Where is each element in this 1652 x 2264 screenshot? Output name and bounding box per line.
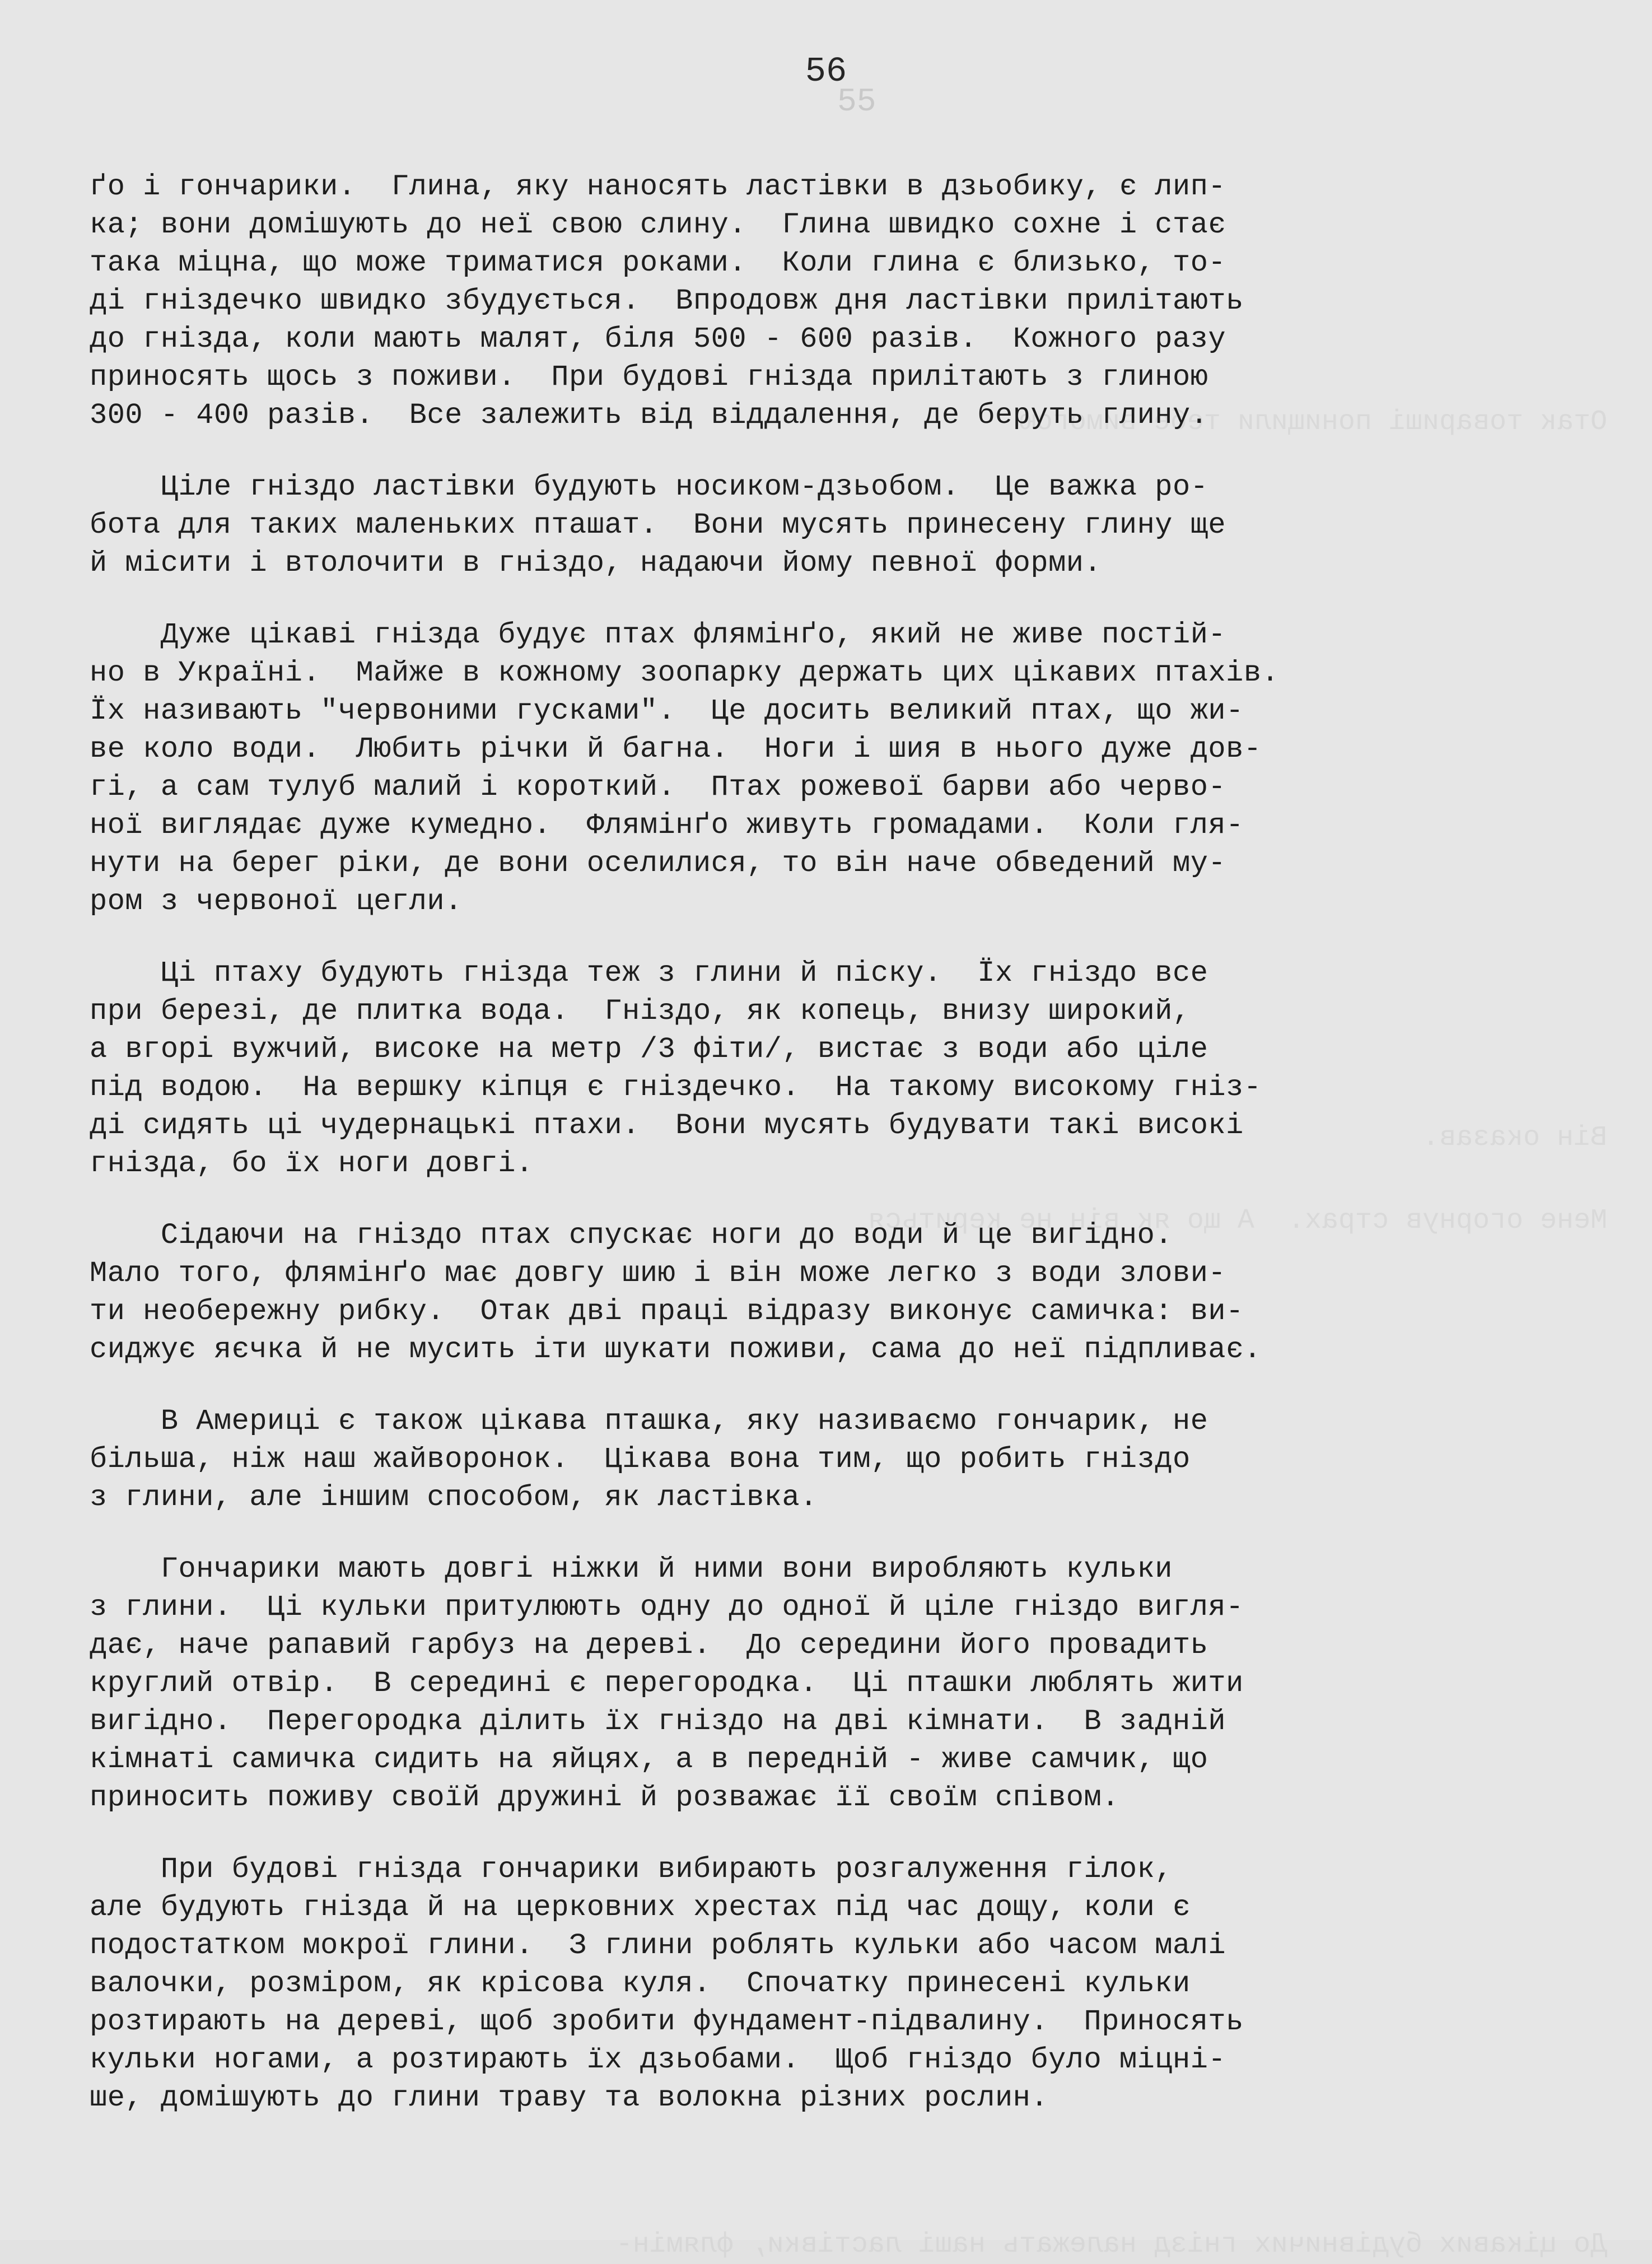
text-line: круглий отвір. В середині є перегородка. Ці пташки люблять жити [90, 1667, 1244, 1700]
paragraph-flamingo [90, 616, 1590, 921]
paragraph-flamingo-fishing [90, 1217, 1590, 1369]
text-line: при березі, де плитка вода. Гніздо, як копець, внизу широкий, [90, 995, 1191, 1028]
text-line: 300 - 400 разів. Все залежить від віддалення, де беруть глину. [90, 399, 1208, 432]
text-line: з глини. Ці кульки притулюють одну до одної й ціле гніздо вигля- [90, 1591, 1244, 1624]
text-line: така міцна, що може триматися роками. Коли глина є близько, то- [90, 246, 1226, 279]
text-line: ром з червоної цегли. [90, 885, 463, 918]
page-number: 56 [805, 52, 847, 91]
text-line: гі, а сам тулуб малий і короткий. Птах рожевої барви або черво- [90, 771, 1226, 804]
bleed-through-line: Він оказав. [1422, 1122, 1607, 1154]
text-line: Мало того, флямінґо має довгу шию і він може легко з води злови- [90, 1257, 1226, 1290]
bleed-through-line: Отак товариші понищили тебе вимогою [1019, 406, 1607, 438]
text-line: розтирають на дереві, щоб зробити фундамент-підвалину. Приносять [90, 2005, 1244, 2038]
text-line: Дуже цікаві гнізда будує птах флямінґо, який не живе постій- [90, 618, 1226, 651]
text-line: Сідаючи на гніздо птах спускає ноги до води й це вигідно. [90, 1219, 1173, 1252]
text-line: гнізда, бо їх ноги довгі. [90, 1147, 534, 1180]
text-line: приносять щось з поживи. При будові гнізда прилітають з глиною [90, 361, 1208, 394]
text-line: дає, наче рапавий гарбуз на дереві. До середини його провадить [90, 1629, 1208, 1662]
text-line: Їх називають "червоними гусками". Це досить великий птах, що жи- [90, 695, 1244, 728]
text-line: валочки, розміром, як крісова куля. Спочатку принесені кульки [90, 1967, 1191, 2000]
text-line: під водою. На вершку кіпця є гніздечко. На такому високому гніз- [90, 1071, 1262, 1104]
paragraph-flamingo-nest [90, 954, 1590, 1183]
text-line: нути на берег ріки, де вони оселилися, то він наче обведений му- [90, 847, 1226, 880]
text-line: ді сидять ці чудернацькі птахи. Вони мусять будувати такі високі [90, 1109, 1244, 1142]
text-line: ної виглядає дуже кумедно. Флямінґо живуть громадами. Коли гля- [90, 809, 1244, 842]
text-line: кімнаті самичка сидить на яйцях, а в передній - живе самчик, що [90, 1743, 1208, 1776]
bleed-through-line: До цікавих будівничих гнізд належать наші ластівки, флямін- [615, 2229, 1607, 2261]
bleed-through-line: Мене огорнув страх. А що як він не кериться [867, 1205, 1607, 1237]
text-line: бота для таких маленьких пташат. Вони мусять принесену глину ще [90, 509, 1226, 542]
document-body [90, 168, 1590, 2151]
text-line: Гончарики мають довгі ніжки й ними вони виробляють кульки [90, 1553, 1173, 1586]
paragraph-ovenbird-intro [90, 1403, 1590, 1517]
text-line: ґо і гончарики. Глина, яку наносять ластівки в дзьобику, є лип- [90, 170, 1226, 203]
text-line: приносить поживу своїй дружині й розважає її своїм співом. [90, 1781, 1119, 1814]
text-line: з глини, але іншим способом, як ластівка. [90, 1481, 818, 1514]
text-line: ти необережну рибку. Отак дві праці відразу виконує самичка: ви- [90, 1295, 1244, 1328]
text-line: Ці птаху будують гнізда теж з глини й піску. Їх гніздо все [90, 957, 1208, 990]
text-line: вигідно. Перегородка ділить їх гніздо на дві кімнати. В задній [90, 1705, 1226, 1738]
text-line: ка; вони домішують до неї свою слину. Глина швидко сохне і стає [90, 208, 1226, 241]
text-line: подостатком мокрої глини. З глини роблять кульки або часом малі [90, 1929, 1226, 1962]
text-line: й місити і втолочити в гніздо, надаючи йому певної форми. [90, 547, 1102, 580]
text-line: сиджує яєчка й не мусить іти шукати поживи, сама до неї підпливає. [90, 1333, 1262, 1366]
text-line: ве коло води. Любить річки й багна. Ноги і шия в нього дуже дов- [90, 733, 1262, 766]
text-line: більша, ніж наш жайворонок. Цікава вона тим, що робить гніздо [90, 1443, 1191, 1476]
paragraph-swallow-clay [90, 168, 1590, 435]
text-line: кульки ногами, а розтирають їх дзьобами. Щоб гніздо було міцні- [90, 2043, 1226, 2076]
text-line: але будують гнізда й на церковних хрестах під час дощу, коли є [90, 1891, 1191, 1924]
text-line: В Америці є також цікава пташка, яку називаємо гончарик, не [90, 1405, 1208, 1438]
text-line: до гнізда, коли мають малят, біля 500 - 600 разів. Кожного разу [90, 323, 1226, 356]
paragraph-swallow-beak [90, 468, 1590, 583]
text-line: ше, домішують до глини траву та волокна різних рослин. [90, 2081, 1049, 2114]
text-line: ді гніздечко швидко збудується. Впродовж дня ластівки прилітають [90, 285, 1244, 318]
paragraph-ovenbird-nest [90, 1550, 1590, 1817]
bleed-through-page-number: 55 [837, 84, 876, 120]
text-line: Ціле гніздо ластівки будують носиком-дзьобом. Це важка ро- [90, 470, 1208, 504]
text-line: При будові гнізда гончарики вибирають розгалуження гілок, [90, 1853, 1173, 1886]
text-line: но в Україні. Майже в кожному зоопарку держать цих цікавих птахів. [90, 656, 1280, 690]
paragraph-ovenbird-building [90, 1851, 1590, 2117]
text-line: а вгорі вужчий, високе на метр /3 фіти/, вистає з води або ціле [90, 1033, 1208, 1066]
